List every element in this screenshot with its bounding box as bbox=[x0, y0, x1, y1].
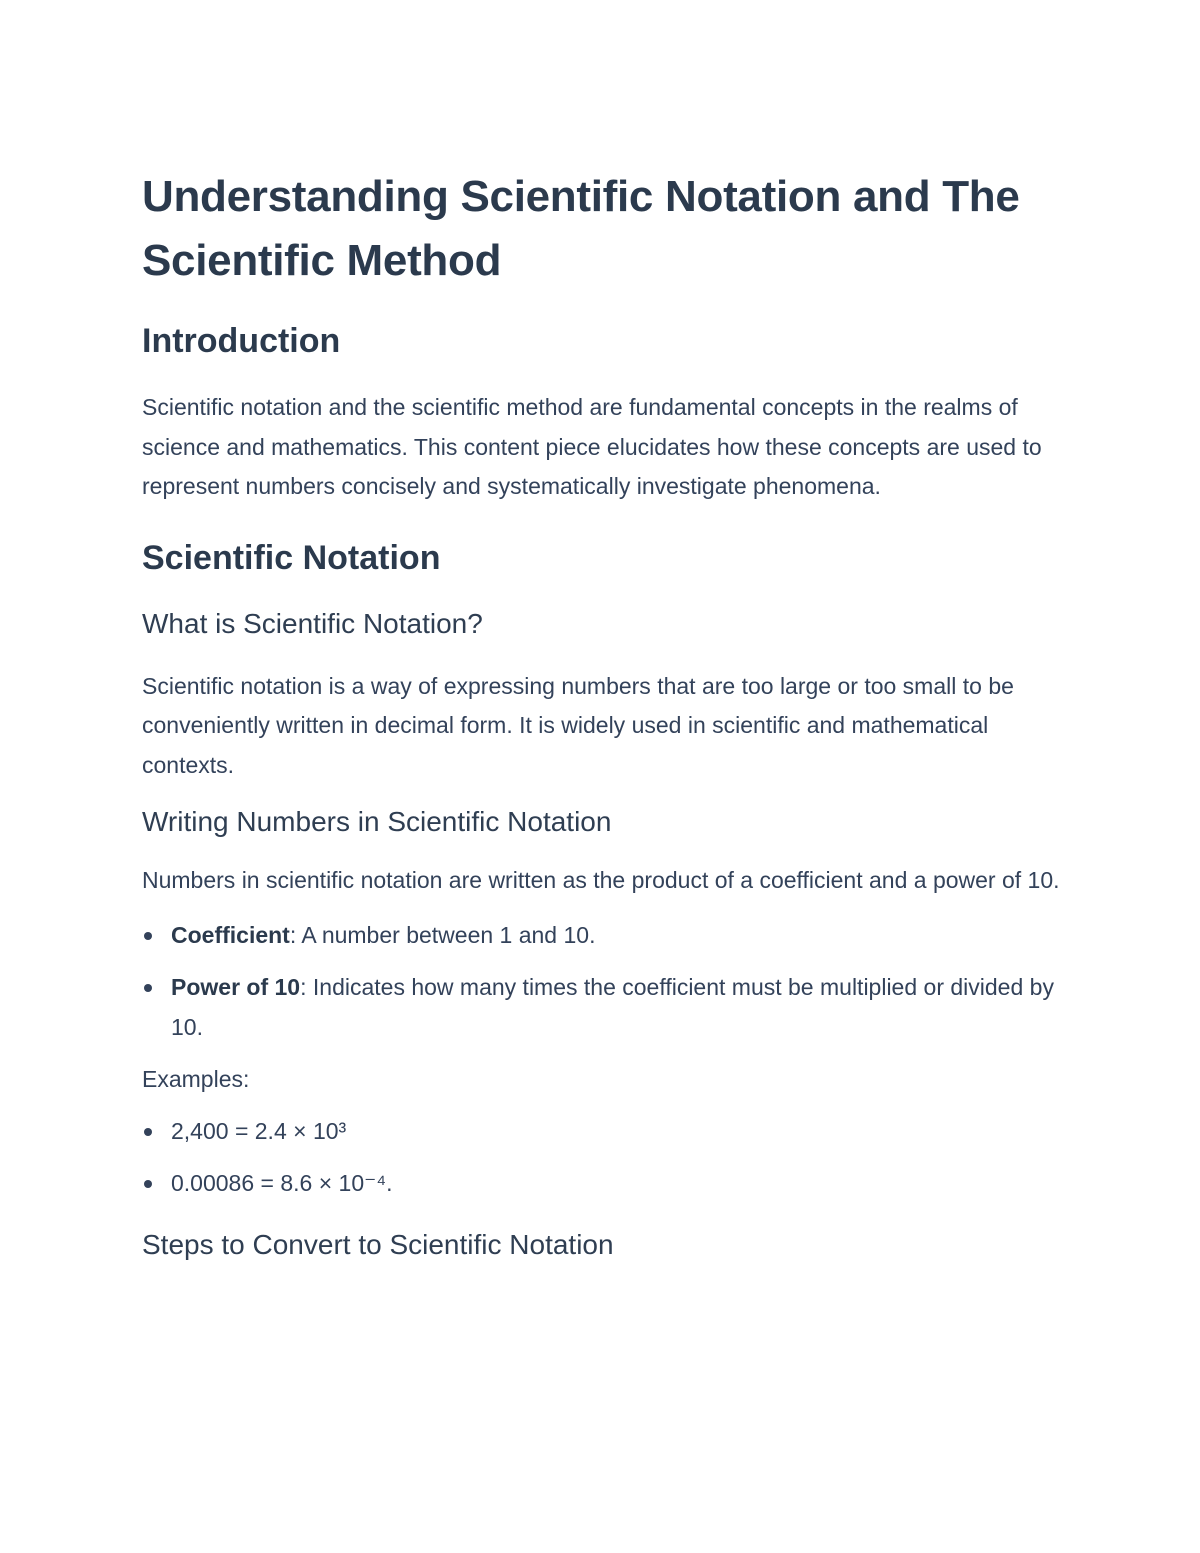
writing-numbers-paragraph: Numbers in scientific notation are written as the product of a coefficient and a power of 10. bbox=[142, 867, 1060, 893]
list-item-term: Coefficient bbox=[171, 921, 290, 948]
list-item-text: : A number between 1 and 10. bbox=[289, 921, 596, 948]
introduction-paragraph: Scientific notation and the scientific method are fundamental concepts in the realms of science and mathematics. This content piece elucidates how these concepts are used to represent numbers concisely and systematically investigate phenomena. bbox=[142, 394, 1042, 499]
list-item bbox=[142, 915, 1072, 955]
writing-numbers-heading: Writing Numbers in Scientific Notation bbox=[142, 806, 612, 837]
list-item-text: : Indicates how many times the coefficient must be multiplied or divided by 10. bbox=[171, 973, 1054, 1040]
scientific-notation-heading: Scientific Notation bbox=[142, 538, 441, 577]
document-page bbox=[142, 165, 1072, 1263]
list-item bbox=[142, 967, 1072, 1047]
introduction-heading: Introduction bbox=[142, 322, 341, 360]
list-item: 0.00086 = 8.6 × 10⁻⁴. bbox=[142, 1163, 1072, 1203]
page-title: Understanding Scientific Notation and The Scientific Method bbox=[142, 172, 1020, 285]
examples-list bbox=[142, 1111, 1072, 1203]
title-block bbox=[142, 165, 1072, 293]
list-item: 2,400 = 2.4 × 10³ bbox=[142, 1111, 1072, 1151]
what-is-heading: What is Scientific Notation? bbox=[142, 607, 483, 639]
examples-label: Examples: bbox=[142, 1065, 250, 1092]
what-is-paragraph: Scientific notation is a way of expressing numbers that are too large or too small to be conveniently written in decimal form. It is widely used in scientific and mathematical contexts. bbox=[142, 672, 1014, 778]
list-item-term: Power of 10 bbox=[171, 973, 301, 1000]
steps-heading: Steps to Convert to Scientific Notation bbox=[142, 1228, 614, 1260]
components-list bbox=[142, 915, 1072, 1047]
